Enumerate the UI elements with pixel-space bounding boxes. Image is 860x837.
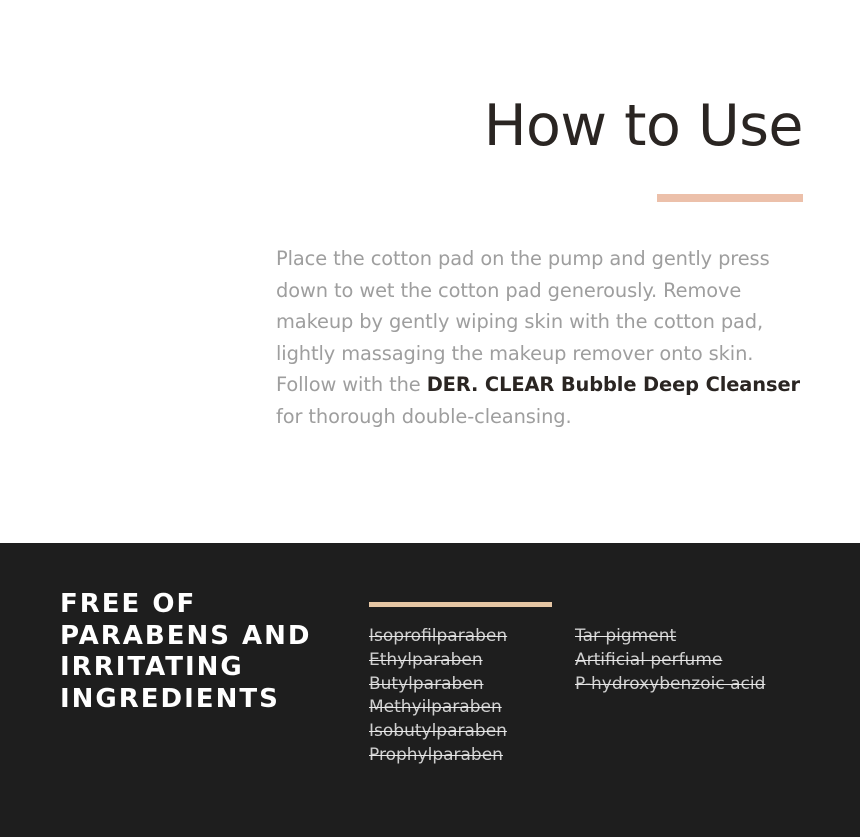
instructions-text-end: for thorough double-cleansing.: [276, 404, 572, 428]
free-of-heading-line: FREE OF: [60, 589, 197, 619]
free-of-heading-line: IRRITATING: [60, 652, 244, 682]
excluded-ingredient: Methyilparaben: [369, 697, 502, 718]
how-to-use-title: How to Use: [483, 93, 803, 159]
product-name: DER. CLEAR Bubble Deep Cleanser: [426, 373, 800, 397]
usage-instructions: [276, 243, 811, 433]
excluded-ingredients-list-1: [369, 625, 507, 768]
excluded-ingredient: Butylparaben: [369, 673, 484, 694]
excluded-ingredient: P-hydroxybenzoic acid: [575, 673, 766, 694]
excluded-ingredient: Prophylparaben: [369, 744, 503, 765]
excluded-ingredients-list-2: [575, 625, 765, 696]
free-of-section: [0, 543, 860, 837]
excluded-ingredient: Ethylparaben: [369, 649, 483, 670]
free-of-heading: [60, 589, 360, 715]
instructions-text-start: Place the cotton pad on the pump and gently press down to wet the cotton pad generously. Remove makeup by gently wiping skin with the cotton pad, lightly massaging the makeup remover onto skin. Follow with the: [276, 247, 770, 397]
excluded-ingredient: Isoprofilparaben: [369, 626, 508, 646]
excluded-ingredient: Isobutylparaben: [369, 721, 507, 742]
free-of-heading-line: INGREDIENTS: [60, 683, 280, 714]
excluded-ingredient: Artificial perfume: [575, 649, 723, 670]
free-of-heading-line: PARABENS AND: [60, 620, 312, 651]
excluded-ingredient: Tar pigment: [575, 626, 677, 646]
ingredients-rule: [369, 602, 552, 607]
title-underline: [657, 194, 803, 202]
